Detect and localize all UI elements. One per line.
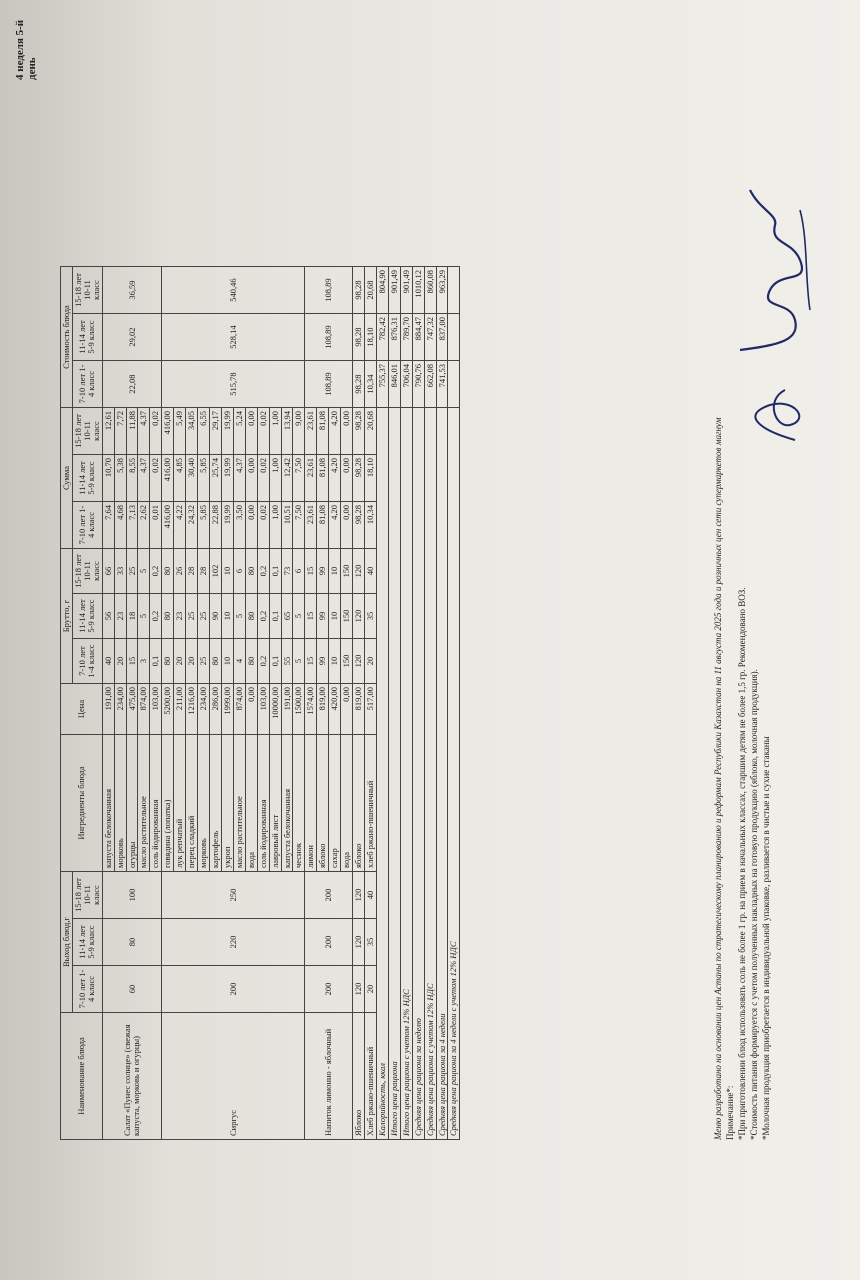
dish-output: 120	[353, 966, 365, 1013]
ingredient-sum: 9,00	[293, 408, 305, 455]
dish-cost: 22,08	[102, 361, 162, 408]
ingredient-sum: 10,70	[102, 455, 114, 502]
ingredient-sum: 29,17	[209, 408, 221, 455]
ingredient-gross: 18	[126, 594, 138, 639]
header-output-age2: 11-14 лет 5-9 класс	[72, 919, 102, 966]
ingredient-price: 234,00	[114, 684, 126, 735]
ingredient-sum: 7,72	[114, 408, 126, 455]
day-heading: 4 неделя 5-й день	[14, 19, 38, 80]
summary-value: 860,08	[424, 267, 436, 314]
dish-output: 60	[102, 966, 162, 1013]
ingredient-name: вода	[245, 735, 257, 872]
ingredient-gross: 66	[102, 549, 114, 594]
summary-value: 662,08	[424, 361, 436, 408]
ingredient-price: 191,00	[102, 684, 114, 735]
ingredient-gross: 25	[198, 639, 210, 684]
header-cost-age1: 7-10 лет 1-4 класс	[72, 361, 102, 408]
ingredient-sum: 81,08	[317, 408, 329, 455]
ingredient-price: 874,00	[233, 684, 245, 735]
summary-label: Калорийность, ккал	[376, 408, 388, 1140]
dish-output: 200	[162, 966, 305, 1013]
summary-value: 747,32	[424, 314, 436, 361]
ingredient-name: чеснок	[293, 735, 305, 872]
ingredient-gross: 28	[198, 549, 210, 594]
dish-name: Салат «Пунес солнце» (свежая капуста, морковь и огурцы)	[102, 1013, 162, 1140]
ingredient-sum: 12,42	[281, 455, 293, 502]
ingredient-name: сахар	[329, 735, 341, 872]
ingredient-name: капуста белокочанная	[102, 735, 114, 872]
ingredient-gross: 56	[102, 594, 114, 639]
dish-output: 120	[353, 919, 365, 966]
ingredient-gross: 35	[364, 594, 376, 639]
dish-cost: 528,14	[162, 314, 305, 361]
dish-cost: 29,02	[102, 314, 162, 361]
ingredient-name: соль йодированная	[257, 735, 269, 872]
ingredient-price: 1216,00	[186, 684, 198, 735]
dish-cost: 108,89	[305, 267, 353, 314]
ingredient-gross: 120	[353, 639, 365, 684]
note-line: Меню разработано на основании цен Астаны по стратегическому планированию и реформам Республики Казахстан на 11 августа 2025 года и розничных цен сети супермаркетов магнум	[713, 417, 723, 1140]
ingredient-name: лимон	[305, 735, 317, 872]
ingredient-gross: 80	[245, 639, 257, 684]
ingredient-sum: 4,37	[138, 455, 150, 502]
ingredient-sum: 4,20	[329, 408, 341, 455]
ingredient-sum: 4,20	[329, 502, 341, 549]
ingredient-sum: 0,00	[245, 455, 257, 502]
ingredient-gross: 0,1	[269, 549, 281, 594]
ingredient-name: масло растительное	[233, 735, 245, 872]
ingredient-sum: 20,68	[364, 408, 376, 455]
ingredient-sum: 10,34	[364, 502, 376, 549]
ingredient-gross: 20	[174, 639, 186, 684]
note-line: *При приготовлении блюд использовать соль не более 1 гр. на прием в начальных классах, старшим детям не более 1,5 гр. Рекомендовано ВОЗ.	[737, 587, 747, 1140]
header-output: Выход блюд,г	[61, 872, 73, 1013]
ingredient-sum: 0,02	[257, 455, 269, 502]
ingredient-sum: 4,20	[329, 455, 341, 502]
ingredient-sum: 11,88	[126, 408, 138, 455]
ingredient-price: 191,00	[281, 684, 293, 735]
header-gross-age2: 11-14 лет 5-9 класс	[72, 594, 102, 639]
dish-output: 250	[162, 872, 305, 919]
ingredient-sum: 0,00	[245, 502, 257, 549]
ingredient-name: капуста белокочанная	[281, 735, 293, 872]
ingredient-gross: 0,1	[269, 639, 281, 684]
ingredient-sum: 24,32	[186, 502, 198, 549]
ingredient-sum: 0,01	[150, 502, 162, 549]
summary-label: Итого цена рациона	[388, 408, 400, 1140]
dish-name: Яблоко	[353, 1013, 365, 1140]
ingredient-gross: 40	[102, 639, 114, 684]
ingredient-gross: 65	[281, 594, 293, 639]
ingredient-gross: 0,2	[150, 594, 162, 639]
dish-cost: 98,28	[353, 361, 365, 408]
ingredient-sum: 25,74	[209, 455, 221, 502]
ingredient-price: 0,00	[245, 684, 257, 735]
header-gross-age1: 7-10 лет 1-4 класс	[72, 639, 102, 684]
ingredient-sum: 5,24	[233, 408, 245, 455]
summary-label: Средняя цена рациона за 4 недели	[436, 408, 448, 1140]
ingredient-name: масло растительное	[138, 735, 150, 872]
ingredient-gross: 80	[162, 639, 174, 684]
ingredient-sum: 2,62	[138, 502, 150, 549]
ingredient-sum: 5,49	[174, 408, 186, 455]
ingredient-sum: 4,37	[233, 455, 245, 502]
ingredient-price: 103,00	[150, 684, 162, 735]
summary-value: 706,04	[400, 361, 412, 408]
ingredient-sum: 23,61	[305, 502, 317, 549]
summary-value	[448, 314, 460, 361]
ingredient-name: морковь	[198, 735, 210, 872]
dish-output: 35	[364, 919, 376, 966]
ingredient-gross: 25	[186, 594, 198, 639]
dish-cost: 515,78	[162, 361, 305, 408]
ingredient-gross: 5	[233, 594, 245, 639]
ingredient-sum: 7,13	[126, 502, 138, 549]
ingredient-gross: 80	[162, 594, 174, 639]
ingredient-row	[305, 267, 317, 1140]
header-sum-age1: 7-10 лет 1-4 класс	[72, 502, 102, 549]
ingredient-gross: 73	[281, 549, 293, 594]
summary-row	[388, 267, 400, 1140]
ingredient-name: говядина (лопатка)	[162, 735, 174, 872]
dish-cost: 108,89	[305, 361, 353, 408]
dish-cost: 540,46	[162, 267, 305, 314]
ingredient-price: 874,00	[138, 684, 150, 735]
ingredient-sum: 23,61	[305, 408, 317, 455]
ingredient-gross: 120	[353, 594, 365, 639]
ingredient-gross: 0,1	[150, 639, 162, 684]
ingredient-sum: 34,05	[186, 408, 198, 455]
ingredient-sum: 0,02	[257, 408, 269, 455]
ingredient-sum: 0,00	[245, 408, 257, 455]
dish-cost: 98,28	[353, 314, 365, 361]
ingredient-price: 0,00	[341, 684, 353, 735]
ingredient-gross: 0,2	[257, 549, 269, 594]
ingredient-gross: 99	[317, 549, 329, 594]
dish-output: 200	[305, 966, 353, 1013]
summary-value	[448, 361, 460, 408]
header-sum-age3: 15-18 лет 10-11 класс	[72, 408, 102, 455]
ingredient-sum: 22,88	[209, 502, 221, 549]
ingredient-gross: 5	[293, 594, 305, 639]
ingredient-sum: 0,02	[150, 408, 162, 455]
ingredient-sum: 3,50	[233, 502, 245, 549]
ingredient-sum: 0,02	[150, 455, 162, 502]
ingredient-name: яблоко	[353, 735, 365, 872]
ingredient-price: 1574,00	[305, 684, 317, 735]
ingredient-price: 1999,00	[221, 684, 233, 735]
ingredient-gross: 0,1	[269, 594, 281, 639]
ingredient-gross: 120	[353, 549, 365, 594]
ingredient-name: хлеб ржано-пшеничный	[364, 735, 376, 872]
ingredient-gross: 33	[114, 549, 126, 594]
ingredient-gross: 23	[114, 594, 126, 639]
ingredient-sum: 416,00	[162, 502, 174, 549]
ingredient-sum: 0,00	[341, 502, 353, 549]
ingredient-name: огурцы	[126, 735, 138, 872]
ingredient-sum: 19,99	[221, 455, 233, 502]
note-line: *Стоимость питания формируется с учетом полученных накладных на готовую продукцию (яблоко, молочная продукция).	[749, 669, 759, 1140]
ingredient-gross: 20	[186, 639, 198, 684]
dish-cost: 18,10	[364, 314, 376, 361]
header-gross-age3: 15-18 лет 10-11 класс	[72, 549, 102, 594]
ingredient-gross: 5	[138, 594, 150, 639]
ingredient-sum: 7,64	[102, 502, 114, 549]
handwritten-signature	[700, 160, 840, 460]
ingredient-gross: 150	[341, 639, 353, 684]
summary-value: 884,47	[412, 314, 424, 361]
ingredient-gross: 40	[364, 549, 376, 594]
ingredient-gross: 5	[138, 549, 150, 594]
ingredient-price: 10000,00	[269, 684, 281, 735]
dish-cost: 20,68	[364, 267, 376, 314]
ingredient-name: перец сладкий	[186, 735, 198, 872]
ingredient-gross: 3	[138, 639, 150, 684]
ingredient-gross: 150	[341, 594, 353, 639]
ingredient-gross: 80	[245, 549, 257, 594]
ingredient-sum: 0,00	[341, 408, 353, 455]
ingredient-name: лук репчатый	[174, 735, 186, 872]
ingredient-sum: 10,51	[281, 502, 293, 549]
ingredient-sum: 5,38	[114, 455, 126, 502]
ingredient-sum: 98,28	[353, 408, 365, 455]
summary-value: 804,90	[376, 267, 388, 314]
header-output-age1: 7-10 лет 1-4 класс	[72, 966, 102, 1013]
ingredient-row	[353, 267, 365, 1140]
dish-output: 100	[102, 872, 162, 919]
ingredient-name: соль йодированная	[150, 735, 162, 872]
menu-body	[102, 267, 460, 1140]
ingredient-row	[364, 267, 376, 1140]
ingredient-sum: 1,00	[269, 455, 281, 502]
dish-name: Сиргус	[162, 1013, 305, 1140]
ingredient-gross: 15	[126, 639, 138, 684]
ingredient-gross: 4	[233, 639, 245, 684]
summary-label: Средняя цена рациона с учетом 12% НДС	[424, 408, 436, 1140]
dish-output: 200	[305, 919, 353, 966]
ingredient-gross: 0,2	[257, 639, 269, 684]
summary-value: 1010,12	[412, 267, 424, 314]
ingredient-sum: 18,10	[364, 455, 376, 502]
summary-value: 789,70	[400, 314, 412, 361]
summary-value: 901,49	[388, 267, 400, 314]
ingredient-sum: 30,40	[186, 455, 198, 502]
ingredient-sum: 81,08	[317, 502, 329, 549]
ingredient-gross: 23	[174, 594, 186, 639]
summary-value: 901,49	[400, 267, 412, 314]
ingredient-sum: 12,61	[102, 408, 114, 455]
ingredient-price: 517,00	[364, 684, 376, 735]
ingredient-name: вода	[341, 735, 353, 872]
ingredient-sum: 98,28	[353, 455, 365, 502]
dish-cost: 98,28	[353, 267, 365, 314]
summary-label: Средняя цена рациона за 4 недели с учетом 12% НДС	[448, 408, 460, 1140]
ingredient-gross: 90	[209, 594, 221, 639]
dish-output: 220	[162, 919, 305, 966]
summary-value: 963,29	[436, 267, 448, 314]
ingredient-gross: 10	[329, 639, 341, 684]
ingredient-gross: 28	[186, 549, 198, 594]
ingredient-gross: 26	[174, 549, 186, 594]
dish-output: 80	[102, 919, 162, 966]
ingredient-price: 211,00	[174, 684, 186, 735]
ingredient-gross: 0,2	[150, 549, 162, 594]
ingredient-gross: 15	[305, 639, 317, 684]
ingredient-gross: 6	[233, 549, 245, 594]
ingredient-sum: 13,94	[281, 408, 293, 455]
ingredient-sum: 6,55	[198, 408, 210, 455]
ingredient-name: лавровый лист	[269, 735, 281, 872]
ingredient-gross: 102	[209, 549, 221, 594]
ingredient-gross: 5	[293, 639, 305, 684]
summary-row	[400, 267, 412, 1140]
header-sum-age2: 11-14 лет 5-9 класс	[72, 455, 102, 502]
ingredient-gross: 80	[245, 594, 257, 639]
summary-value: 846,01	[388, 361, 400, 408]
header-gross: Брутто, г	[61, 549, 73, 684]
ingredient-sum: 4,85	[174, 455, 186, 502]
ingredient-price: 286,00	[209, 684, 221, 735]
note-line: *Молочная продукция приобретается в индивидуальной упаковке, разливается в чистые и сухие стаканы	[761, 736, 771, 1140]
header-ingredients: Ингредиенты блюда	[61, 735, 103, 872]
ingredient-price: 103,00	[257, 684, 269, 735]
ingredient-sum: 416,00	[162, 408, 174, 455]
ingredient-gross: 25	[198, 594, 210, 639]
ingredient-gross: 20	[114, 639, 126, 684]
ingredient-gross: 0,2	[257, 594, 269, 639]
ingredient-gross: 20	[364, 639, 376, 684]
ingredient-gross: 10	[329, 594, 341, 639]
dish-output: 200	[305, 872, 353, 919]
ingredient-gross: 99	[317, 594, 329, 639]
summary-label: Итого цена рациона с учетом 12% НДС	[400, 408, 412, 1140]
header-cost-age2: 11-14 лет 5-9 класс	[72, 314, 102, 361]
ingredient-price: 475,00	[126, 684, 138, 735]
ingredient-price: 819,00	[353, 684, 365, 735]
ingredient-name: укроп	[221, 735, 233, 872]
header-cost-age3: 15-18 лет 10-11 класс	[72, 267, 102, 314]
ingredient-sum: 81,08	[317, 455, 329, 502]
ingredient-sum: 4,22	[174, 502, 186, 549]
ingredient-price: 1500,00	[293, 684, 305, 735]
ingredient-gross: 80	[209, 639, 221, 684]
ingredient-gross: 6	[293, 549, 305, 594]
ingredient-gross: 10	[221, 594, 233, 639]
header-dish-cost: Стоимость блюда	[61, 267, 73, 408]
ingredient-price: 420,00	[329, 684, 341, 735]
summary-value: 782,42	[376, 314, 388, 361]
summary-row	[376, 267, 388, 1140]
ingredient-row	[162, 267, 174, 1140]
note-line: Примечание*:	[725, 1085, 735, 1140]
dish-output: 120	[353, 872, 365, 919]
ingredient-gross: 15	[305, 549, 317, 594]
ingredient-sum: 1,00	[269, 502, 281, 549]
ingredient-name: картофель	[209, 735, 221, 872]
ingredient-gross: 80	[162, 549, 174, 594]
dish-cost: 10,34	[364, 361, 376, 408]
ingredient-sum: 8,55	[126, 455, 138, 502]
ingredient-gross: 150	[341, 549, 353, 594]
ingredient-sum: 4,68	[114, 502, 126, 549]
header-output-age3: 15-18 лет 10-11 класс	[72, 872, 102, 919]
ingredient-sum: 4,37	[138, 408, 150, 455]
ingredient-sum: 7,50	[293, 455, 305, 502]
summary-value: 837,00	[436, 314, 448, 361]
summary-row	[412, 267, 424, 1140]
summary-value: 876,31	[388, 314, 400, 361]
summary-row	[424, 267, 436, 1140]
ingredient-gross: 55	[281, 639, 293, 684]
ingredient-sum: 1,00	[269, 408, 281, 455]
dish-output: 40	[364, 872, 376, 919]
ingredient-sum: 23,61	[305, 455, 317, 502]
ingredient-sum: 5,85	[198, 502, 210, 549]
header-dish-name: Наименование блюда	[61, 1013, 103, 1140]
ingredient-gross: 10	[221, 549, 233, 594]
ingredient-gross: 99	[317, 639, 329, 684]
ingredient-gross: 25	[126, 549, 138, 594]
ingredient-sum: 98,28	[353, 502, 365, 549]
ingredient-sum: 19,99	[221, 502, 233, 549]
summary-value: 790,76	[412, 361, 424, 408]
ingredient-sum: 416,00	[162, 455, 174, 502]
header-price: Цена	[61, 684, 103, 735]
ingredient-sum: 0,00	[341, 455, 353, 502]
dish-name: Напиток лимонно - яблочный	[305, 1013, 353, 1140]
ingredient-gross: 10	[329, 549, 341, 594]
ingredient-sum: 0,02	[257, 502, 269, 549]
dish-cost: 108,89	[305, 314, 353, 361]
ingredient-sum: 19,99	[221, 408, 233, 455]
dish-output: 20	[364, 966, 376, 1013]
ingredient-name: морковь	[114, 735, 126, 872]
ingredient-name: яблоко	[317, 735, 329, 872]
summary-value	[448, 267, 460, 314]
ingredient-price: 819,00	[317, 684, 329, 735]
dish-name: Хлеб ржано-пшеничный	[364, 1013, 376, 1140]
summary-row	[436, 267, 448, 1140]
summary-value: 755,37	[376, 361, 388, 408]
header-sum: Сумма	[61, 408, 73, 549]
ingredient-sum: 7,50	[293, 502, 305, 549]
ingredient-price: 234,00	[198, 684, 210, 735]
dish-cost: 36,59	[102, 267, 162, 314]
menu-table	[60, 266, 460, 1140]
summary-value: 741,53	[436, 361, 448, 408]
ingredient-price: 5200,00	[162, 684, 174, 735]
ingredient-gross: 10	[221, 639, 233, 684]
ingredient-sum: 5,85	[198, 455, 210, 502]
summary-label: Средняя цена рациона за неделю	[412, 408, 424, 1140]
ingredient-gross: 15	[305, 594, 317, 639]
ingredient-row	[102, 267, 114, 1140]
summary-row	[448, 267, 460, 1140]
